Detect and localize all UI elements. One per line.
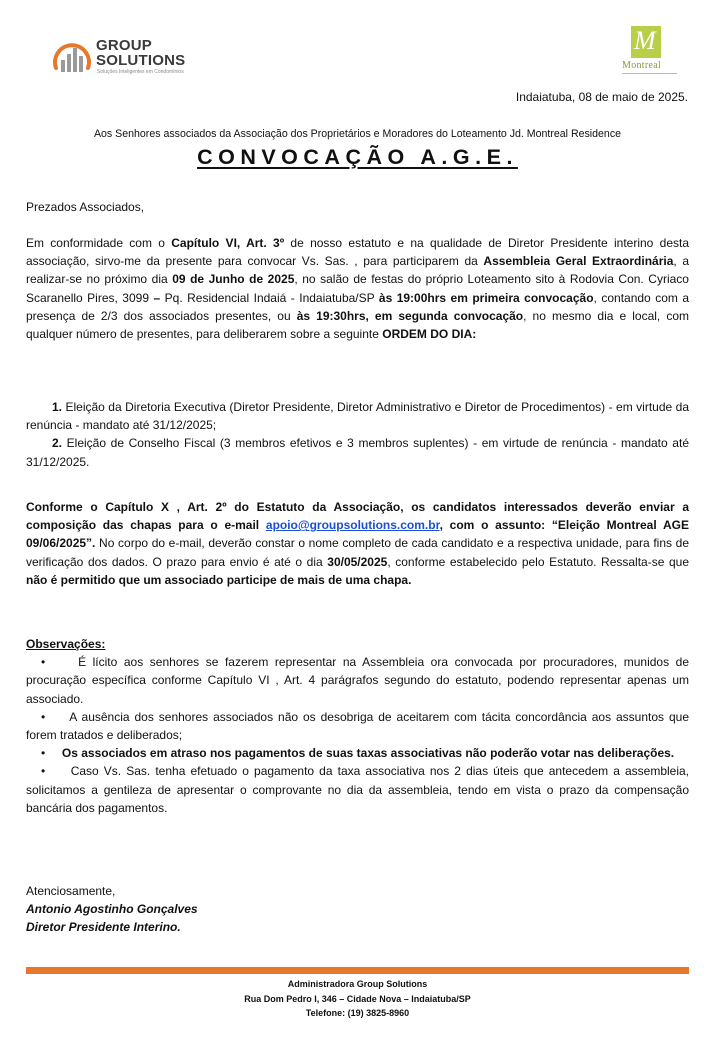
list-item: • É lícito aos senhores se fazerem representar na Assembleia ora convocada por procuradores, munidos de procuração específica conforme Capítulo VI , Art. 4 parágrafos segundo do estatuto, podendo representar apenas um associado. bbox=[26, 655, 690, 706]
agenda-item: 2. Eleição de Conselho Fiscal (3 membros efetivos e 3 membros suplentes) - em virtude de renúncia - mandato até 31/12/2025. bbox=[26, 436, 689, 469]
email-link[interactable]: apoio@groupsolutions.com.br bbox=[265, 518, 440, 533]
group-solutions-logo-icon bbox=[50, 34, 94, 78]
bullet-icon: • bbox=[41, 746, 46, 761]
bullet-icon: • bbox=[41, 709, 46, 724]
intro-paragraph: Em conformidade com o Capítulo VI, Art. 3º de nosso estatuto e na qualidade de Diretor Presidente interino desta associação, sirvo-me da presente para convocar Vs. Sas. , para participarem da Assembleia Geral Extraordinária, a realizar-se no próximo dia 09 de Junho de 2025, no salão de festas do próprio Loteamento sito à Rodovia Con. Cyriaco Scaranello Pires, 3099 – Pq. Residencial Indaiá - Indaiatuba/SP às 19:00hrs em primeira convocação, contando com a presença de 2/3 dos associados presentes, ou às 19:30hrs, em segunda convocação, no mesmo dia e local, com qualquer número de presentes, para deliberarem sobre a seguinte ORDEM DO DIA: bbox=[26, 236, 690, 342]
montreal-monogram-icon: M bbox=[631, 26, 661, 58]
bullet-icon: • bbox=[41, 655, 46, 670]
montreal-logo-rule bbox=[622, 73, 677, 74]
footer bbox=[0, 977, 715, 1021]
group-solutions-logo bbox=[50, 34, 210, 80]
observations bbox=[26, 635, 689, 817]
signature-block bbox=[26, 882, 689, 937]
list-item: • Caso Vs. Sas. tenha efetuado o pagamento da taxa associativa nos 2 dias úteis que antecedem a assembleia, solicitamos a gentileza de apresentar o comprovante no dia da assembleia, tendo em vista o prazo da compensação bancária dos pagamentos. bbox=[26, 764, 690, 815]
observations-title: Observações: bbox=[26, 637, 106, 651]
montreal-logo-text: Montreal bbox=[622, 60, 662, 71]
montreal-logo bbox=[622, 26, 682, 76]
footer-company: Administradora Group Solutions bbox=[287, 979, 428, 989]
signature-role: Diretor Presidente Interino. bbox=[26, 920, 181, 935]
letter-date: Indaiatuba, 08 de maio de 2025. bbox=[515, 90, 688, 104]
greeting: Prezados Associados, bbox=[26, 200, 145, 214]
list-item: • Os associados em atraso nos pagamentos de suas taxas associativas não poderão votar nas deliberações. bbox=[41, 746, 675, 761]
agenda-item: 1. Eleição da Diretoria Executiva (Diretor Presidente, Diretor Administrativo e Diretor de Procedimentos) - em virtude da renúncia - mandato até 31/12/2025; bbox=[26, 400, 689, 433]
footer-phone: Telefone: (19) 3825-8960 bbox=[305, 1008, 410, 1018]
candidates-paragraph: Conforme o Capítulo X , Art. 2º do Estatuto da Associação, os candidatos interessados deverão enviar a composição das chapas para o e-mail apoio@groupsolutions.com.br, com o assunto: “Eleição Montreal AGE 09/06/2025”. No corpo do e-mail, deverão constar o nome completo de cada candidato e a respectiva unidade, para fins de verificação dos dados. O prazo para envio é até o dia 30/05/2025, conforme estabelecido pelo Estatuto. Ressalta-se que não é permitido que um associado participe de mais de uma chapa. bbox=[26, 500, 689, 587]
signature-name: Antonio Agostinho Gonçalves bbox=[26, 902, 198, 917]
group-solutions-tagline: Soluções Inteligentes em Condomínios bbox=[97, 69, 184, 75]
footer-address: Rua Dom Pedro I, 346 – Cidade Nova – Indaiatuba/SP bbox=[244, 993, 471, 1004]
agenda-list bbox=[26, 398, 689, 471]
group-solutions-logo-text: GROUP SOLUTIONS bbox=[96, 37, 186, 69]
page-title: CONVOCAÇÃO A.G.E. bbox=[197, 145, 518, 169]
bullet-icon: • bbox=[41, 764, 46, 779]
footer-divider bbox=[26, 967, 689, 974]
addressee: Aos Senhores associados da Associação dos Proprietários e Moradores do Loteamento Jd. Montreal Residence bbox=[93, 128, 622, 140]
list-item: • A ausência dos senhores associados não os desobriga de aceitarem com tácita concordância aos assuntos que forem tratados e deliberados; bbox=[26, 709, 689, 743]
closing: Atenciosamente, bbox=[26, 884, 116, 898]
